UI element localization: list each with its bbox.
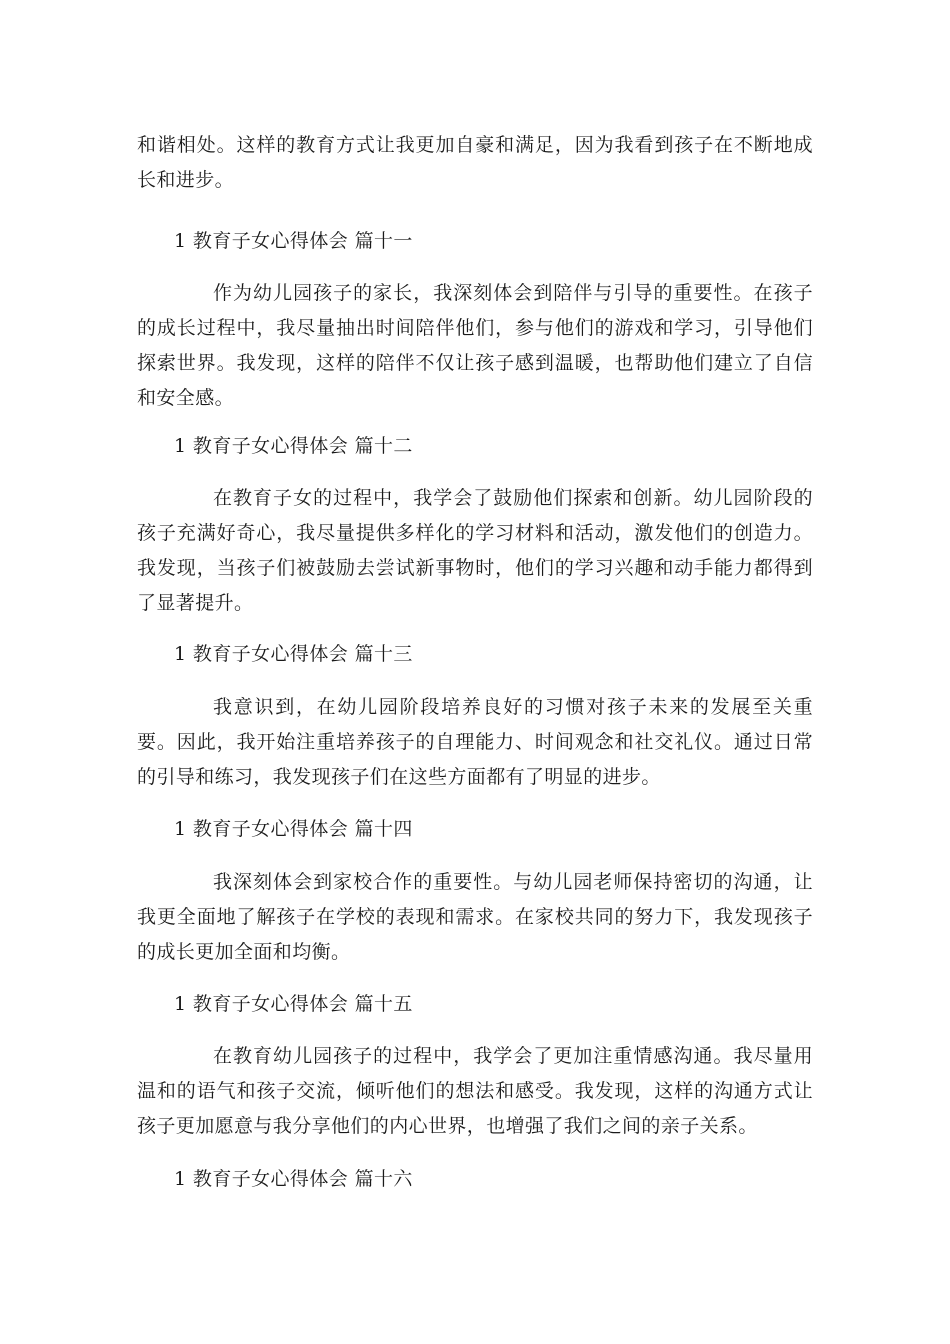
- section-body-11: 作为幼儿园孩子的家长，我深刻体会到陪伴与引导的重要性。在孩子的成长过程中，我尽量抽出时间陪伴他们，参与他们的游戏和学习，引导他们探索世界。我发现，这样的陪伴不仅让孩子感到温暖，也帮助他们建立了自信和安全感。: [137, 282, 813, 409]
- section-body-12: 在教育子女的过程中，我学会了鼓励他们探索和创新。幼儿园阶段的孩子充满好奇心，我尽量提供多样化的学习材料和活动，激发他们的创造力。我发现，当孩子们被鼓励去尝试新事物时，他们的学习兴趣和动手能力都得到了显著提升。: [137, 487, 813, 614]
- section-heading-13: 1 教育子女心得体会 篇十三: [174, 643, 413, 665]
- section-heading-12: 1 教育子女心得体会 篇十二: [174, 435, 413, 457]
- section-heading-15: 1 教育子女心得体会 篇十五: [174, 993, 413, 1015]
- section-body-14: 我深刻体会到家校合作的重要性。与幼儿园老师保持密切的沟通，让我更全面地了解孩子在学校的表现和需求。在家校共同的努力下，我发现孩子的成长更加全面和均衡。: [137, 871, 813, 963]
- section-heading-14: 1 教育子女心得体会 篇十四: [174, 818, 413, 840]
- section-body-15: 在教育幼儿园孩子的过程中，我学会了更加注重情感沟通。我尽量用温和的语气和孩子交流，倾听他们的想法和感受。我发现，这样的沟通方式让孩子更加愿意与我分享他们的内心世界，也增强了我们之间的亲子关系。: [137, 1045, 813, 1137]
- section-body-13: 我意识到，在幼儿园阶段培养良好的习惯对孩子未来的发展至关重要。因此，我开始注重培养孩子的自理能力、时间观念和社交礼仪。通过日常的引导和练习，我发现孩子们在这些方面都有了明显的进步。: [137, 696, 813, 788]
- section-heading-16: 1 教育子女心得体会 篇十六: [174, 1168, 413, 1190]
- continuation-paragraph: 和谐相处。这样的教育方式让我更加自豪和满足，因为我看到孩子在不断地成长和进步。: [137, 134, 813, 191]
- section-heading-11: 1 教育子女心得体会 篇十一: [174, 230, 413, 252]
